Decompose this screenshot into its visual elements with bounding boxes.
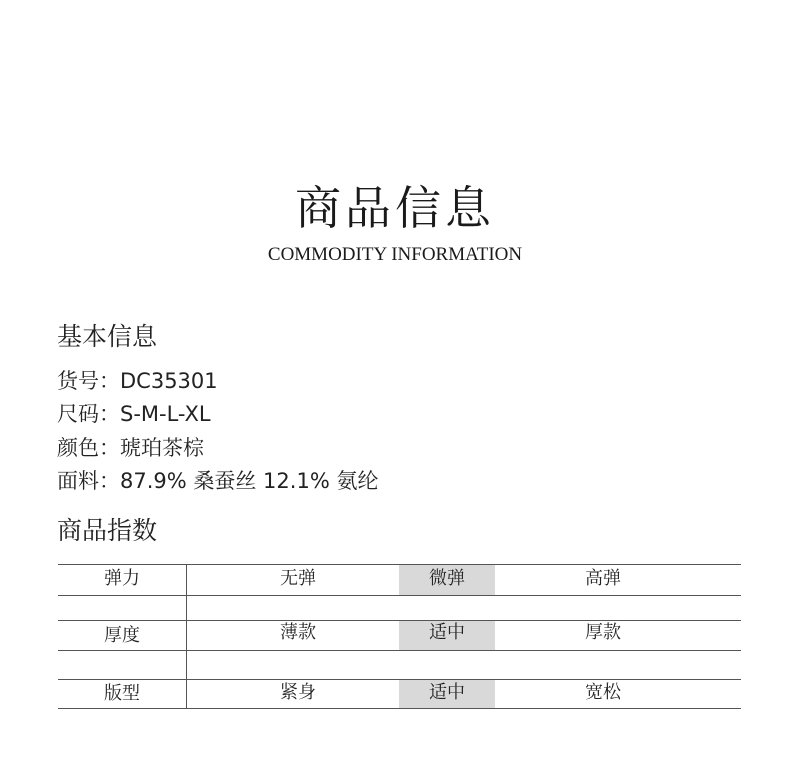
row-label-elasticity: 弹力 [104, 568, 140, 589]
basic-info-list [57, 366, 378, 500]
page-subtitle: COMMODITY INFORMATION [267, 244, 523, 265]
option-thickness-1: 薄款 [280, 622, 316, 643]
info-row-size: 尺码：S-M-L-XL [57, 402, 211, 427]
info-row-item-number: 货号：DC35301 [57, 369, 218, 393]
option-elasticity-2: 微弹 [429, 568, 465, 589]
table-rule [58, 708, 741, 709]
basic-info-heading: 基本信息 [57, 322, 158, 351]
option-thickness-3: 厚款 [585, 622, 621, 643]
index-heading: 商品指数 [57, 516, 158, 545]
info-row-fabric: 面料：87.9% 桑蚕丝 12.1% 氨纶 [57, 469, 379, 494]
table-rule [58, 650, 741, 651]
table-rule [58, 595, 741, 596]
table-rule [58, 564, 741, 565]
table-column-divider [186, 564, 187, 709]
table-rule [58, 679, 741, 680]
info-row-color: 颜色：琥珀茶棕 [57, 435, 204, 460]
index-table [58, 564, 741, 709]
option-fit-1: 紧身 [280, 682, 316, 703]
option-thickness-2: 适中 [429, 622, 465, 643]
option-elasticity-3: 高弹 [585, 568, 621, 589]
option-elasticity-1: 无弹 [280, 568, 316, 589]
option-fit-3: 宽松 [585, 682, 621, 703]
page-title: 商品信息 [295, 181, 495, 235]
row-label-thickness: 厚度 [104, 625, 140, 646]
option-fit-2: 适中 [429, 682, 465, 703]
row-label-fit: 版型 [104, 683, 140, 704]
